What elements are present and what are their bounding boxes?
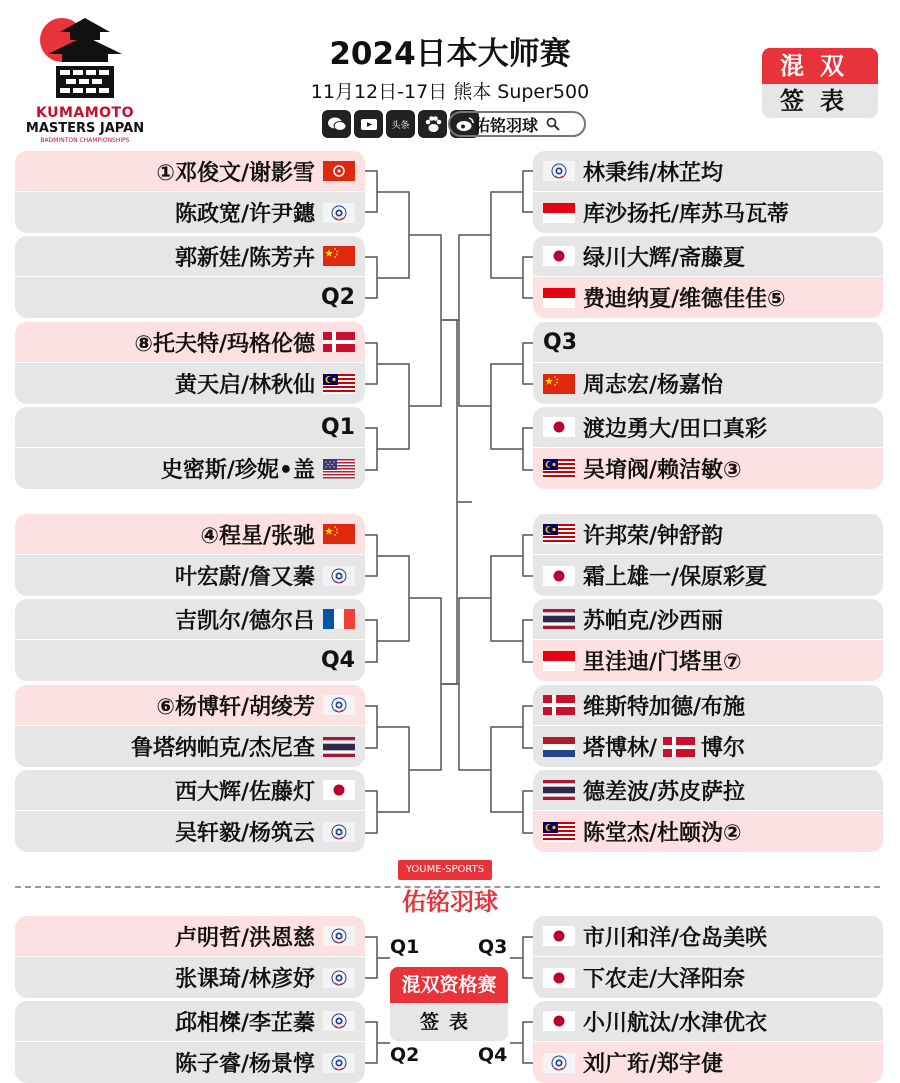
player-pair-name: Q3: [543, 329, 578, 355]
flag-chinese-taipei-icon: [323, 566, 355, 586]
toutiao-icon[interactable]: 头条: [386, 110, 415, 138]
player-pair-name: 黄天启/林秋仙: [174, 373, 315, 398]
player-pair-row: [15, 236, 365, 277]
player-pair-row: [15, 555, 365, 596]
flag-netherlands-icon: [543, 737, 575, 757]
match-card: [15, 685, 365, 767]
player-pair-row: [15, 685, 365, 726]
match-card: [533, 770, 883, 852]
player-pair-name: 费迪纳夏/维德佳佳⑤: [583, 287, 786, 312]
event-badge-bottom: 签表: [762, 84, 878, 118]
player-pair-name: 郭新娃/陈芳卉: [174, 245, 315, 271]
player-pair-row: [15, 726, 365, 767]
player-pair-row: [15, 916, 365, 957]
flag-china-icon: [323, 246, 355, 266]
flag-thailand-icon: [543, 609, 575, 629]
match-card: [533, 685, 883, 767]
player-pair-row: [533, 277, 883, 318]
flag-japan-icon: [543, 968, 575, 988]
player-pair-name: 张课琦/林彦妤: [174, 967, 315, 992]
player-pair-row: [15, 192, 365, 233]
player-pair-row: [15, 151, 365, 192]
flag-denmark-icon: [323, 332, 355, 352]
player-pair-name: 陈政宽/许尹鏸: [174, 202, 315, 227]
event-badge-top: 混双: [762, 48, 878, 84]
player-pair-row: [533, 811, 883, 852]
player-pair-row: [533, 916, 883, 957]
player-pair-name: 周志宏/杨嘉怡: [583, 373, 724, 398]
flag-hong-kong-icon: [323, 161, 355, 181]
page-title: 2024日本大师赛: [329, 36, 571, 72]
match-card: [15, 916, 365, 998]
player-pair-name: 市川和洋/仓岛美咲: [583, 925, 768, 951]
flag-chinese-taipei-icon: [543, 161, 575, 181]
player-pair-name: ⑥杨博轩/胡绫芳: [156, 694, 315, 720]
flag-indonesia-icon: [543, 651, 575, 671]
player-pair-name: 陈堂杰/杜颐沩②: [583, 821, 742, 846]
player-pair-row: [533, 363, 883, 404]
match-card: [15, 407, 365, 489]
player-pair-row: [533, 640, 883, 681]
player-pair-name: 邱相榤/李芷蓁: [174, 1010, 315, 1036]
flag-malaysia-icon: [543, 822, 575, 842]
player-pair-row: [15, 770, 365, 811]
player-pair-name: ①邓俊文/谢影雪: [156, 160, 315, 186]
match-card: [533, 236, 883, 318]
flag-denmark-icon: [543, 695, 575, 715]
flag-chinese-taipei-icon: [323, 1053, 355, 1073]
player-pair-name: 苏帕克/沙西丽: [583, 608, 724, 634]
player-pair-name: 霜上雄一/保原彩夏: [583, 565, 768, 590]
match-card: [533, 322, 883, 404]
player-pair-name: 里洼迪/门塔里⑦: [583, 650, 742, 675]
flag-denmark-icon: [663, 737, 695, 757]
flag-malaysia-icon: [543, 459, 575, 479]
match-card: [15, 514, 365, 596]
player-pair-name: 小川航汰/水津优衣: [583, 1010, 768, 1036]
match-card: [15, 322, 365, 404]
flag-japan-icon: [543, 926, 575, 946]
player-pair-row: [15, 277, 365, 318]
player-pair-name: 许邦荣/钟舒韵: [583, 523, 724, 549]
player-pair-row: [15, 1001, 365, 1042]
flag-malaysia-icon: [323, 374, 355, 394]
flag-thailand-icon: [323, 737, 355, 757]
player-pair-name: 下农走/大泽阳奈: [583, 967, 746, 992]
player-pair-row: [533, 726, 883, 767]
player-pair-row: [533, 957, 883, 998]
flag-france-icon: [323, 609, 355, 629]
qualifying-badge-top: 混双资格赛: [390, 967, 508, 1003]
player-pair-name: ④程星/张驰: [200, 523, 315, 549]
flag-indonesia-icon: [543, 203, 575, 223]
match-card: [15, 236, 365, 318]
player-pair-row: [533, 514, 883, 555]
match-card: [15, 770, 365, 852]
player-pair-name: 鲁塔纳帕克/杰尼查: [130, 736, 315, 761]
brand-tag: YOUME-SPORTS: [398, 860, 492, 880]
match-card: [533, 1001, 883, 1083]
player-pair-row: [533, 151, 883, 192]
flag-chinese-taipei-icon: [323, 968, 355, 988]
flag-chinese-taipei-icon: [323, 926, 355, 946]
match-card: [533, 514, 883, 596]
player-pair-name: 库沙扬托/库苏马瓦蒂: [583, 202, 790, 227]
player-pair-row: [533, 322, 883, 363]
player-pair-row: [533, 685, 883, 726]
flag-japan-icon: [543, 566, 575, 586]
match-card: [15, 599, 365, 681]
player-pair-row: [533, 407, 883, 448]
match-card: [533, 151, 883, 233]
player-pair-row: [15, 407, 365, 448]
player-pair-name: 维斯特加德/布施: [583, 694, 746, 720]
flag-japan-icon: [543, 246, 575, 266]
search-label: 佑铭羽球: [473, 115, 538, 135]
flag-usa-icon: [323, 459, 355, 479]
player-pair-row: [15, 957, 365, 998]
player-pair-name: 西大辉/佐藤灯: [174, 779, 315, 805]
player-pair-row: [15, 514, 365, 555]
qualifier-label-q2: Q2: [390, 1044, 420, 1066]
player-pair-row: [533, 448, 883, 489]
flag-japan-icon: [323, 780, 355, 800]
player-pair-name: 刘广珩/郑宇倢: [583, 1052, 724, 1077]
player-pair-row: [533, 192, 883, 233]
flag-chinese-taipei-icon: [543, 1053, 575, 1073]
flag-chinese-taipei-icon: [323, 822, 355, 842]
player-pair-name: 吴轩毅/杨筑云: [174, 821, 315, 846]
flag-japan-icon: [543, 1011, 575, 1031]
logo-line1: KUMAMOTO: [35, 105, 135, 121]
player-pair-name: 吉凯尔/德尔吕: [174, 608, 315, 634]
player-pair-name: Q2: [320, 285, 355, 310]
player-pair-row: [533, 599, 883, 640]
flag-indonesia-icon: [543, 288, 575, 308]
player-pair-name-part2: 博尔: [701, 736, 746, 761]
flag-china-icon: [323, 524, 355, 544]
player-pair-row: [15, 599, 365, 640]
player-pair-row: [15, 448, 365, 489]
player-pair-name: 绿川大辉/斋藤夏: [583, 245, 746, 271]
match-card: [533, 407, 883, 489]
player-pair-name: 卢明哲/洪恩慈: [174, 925, 315, 951]
page-subtitle: 11月12日-17日 熊本 Super500: [310, 81, 590, 103]
logo-line2: MASTERS JAPAN: [25, 121, 145, 136]
player-pair-name: 德差波/苏皮萨拉: [583, 779, 746, 805]
flag-chinese-taipei-icon: [323, 203, 355, 223]
flag-chinese-taipei-icon: [323, 695, 355, 715]
logo-line3: BADMINTON CHAMPIONSHIPS: [40, 137, 130, 144]
match-card: [533, 916, 883, 998]
brand-name: 佑铭羽球: [402, 888, 498, 916]
player-pair-name: Q1: [320, 414, 355, 440]
player-pair-row: [533, 236, 883, 277]
player-pair-name: 叶宏蔚/詹又蓁: [174, 565, 315, 590]
qualifying-badge-bottom: 签表: [390, 1003, 508, 1041]
qualifier-label-q4: Q4: [478, 1044, 508, 1066]
player-pair-row: [533, 1001, 883, 1042]
player-pair-name: 史密斯/珍妮•盖: [160, 458, 315, 483]
flag-china-icon: [543, 374, 575, 394]
qualifier-label-q1: Q1: [390, 936, 420, 958]
qualifying-badge: [390, 967, 508, 1041]
qualifier-label-q3: Q3: [478, 936, 508, 958]
player-pair-row: [15, 322, 365, 363]
match-card: [533, 599, 883, 681]
match-card: [15, 151, 365, 233]
match-card: [15, 1001, 365, 1083]
player-pair-name: 渡边勇大/田口真彩: [583, 416, 768, 442]
flag-japan-icon: [543, 417, 575, 437]
brand-mark: [380, 860, 520, 920]
flag-thailand-icon: [543, 780, 575, 800]
player-pair-row: [533, 555, 883, 596]
player-pair-row: [15, 640, 365, 681]
player-pair-name: 林秉纬/林芷均: [583, 160, 724, 186]
player-pair-name: Q4: [320, 648, 355, 673]
player-pair-name: 塔博林/: [583, 736, 658, 761]
flag-malaysia-icon: [543, 524, 575, 544]
player-pair-row: [15, 363, 365, 404]
player-pair-name: ⑧托夫特/玛格伦德: [134, 331, 315, 357]
flag-chinese-taipei-icon: [323, 1011, 355, 1031]
player-pair-name: 陈子睿/杨景惇: [174, 1052, 315, 1077]
player-pair-row: [533, 770, 883, 811]
player-pair-row: [15, 811, 365, 852]
player-pair-name: 吴堉阀/赖洁敏③: [583, 458, 742, 483]
